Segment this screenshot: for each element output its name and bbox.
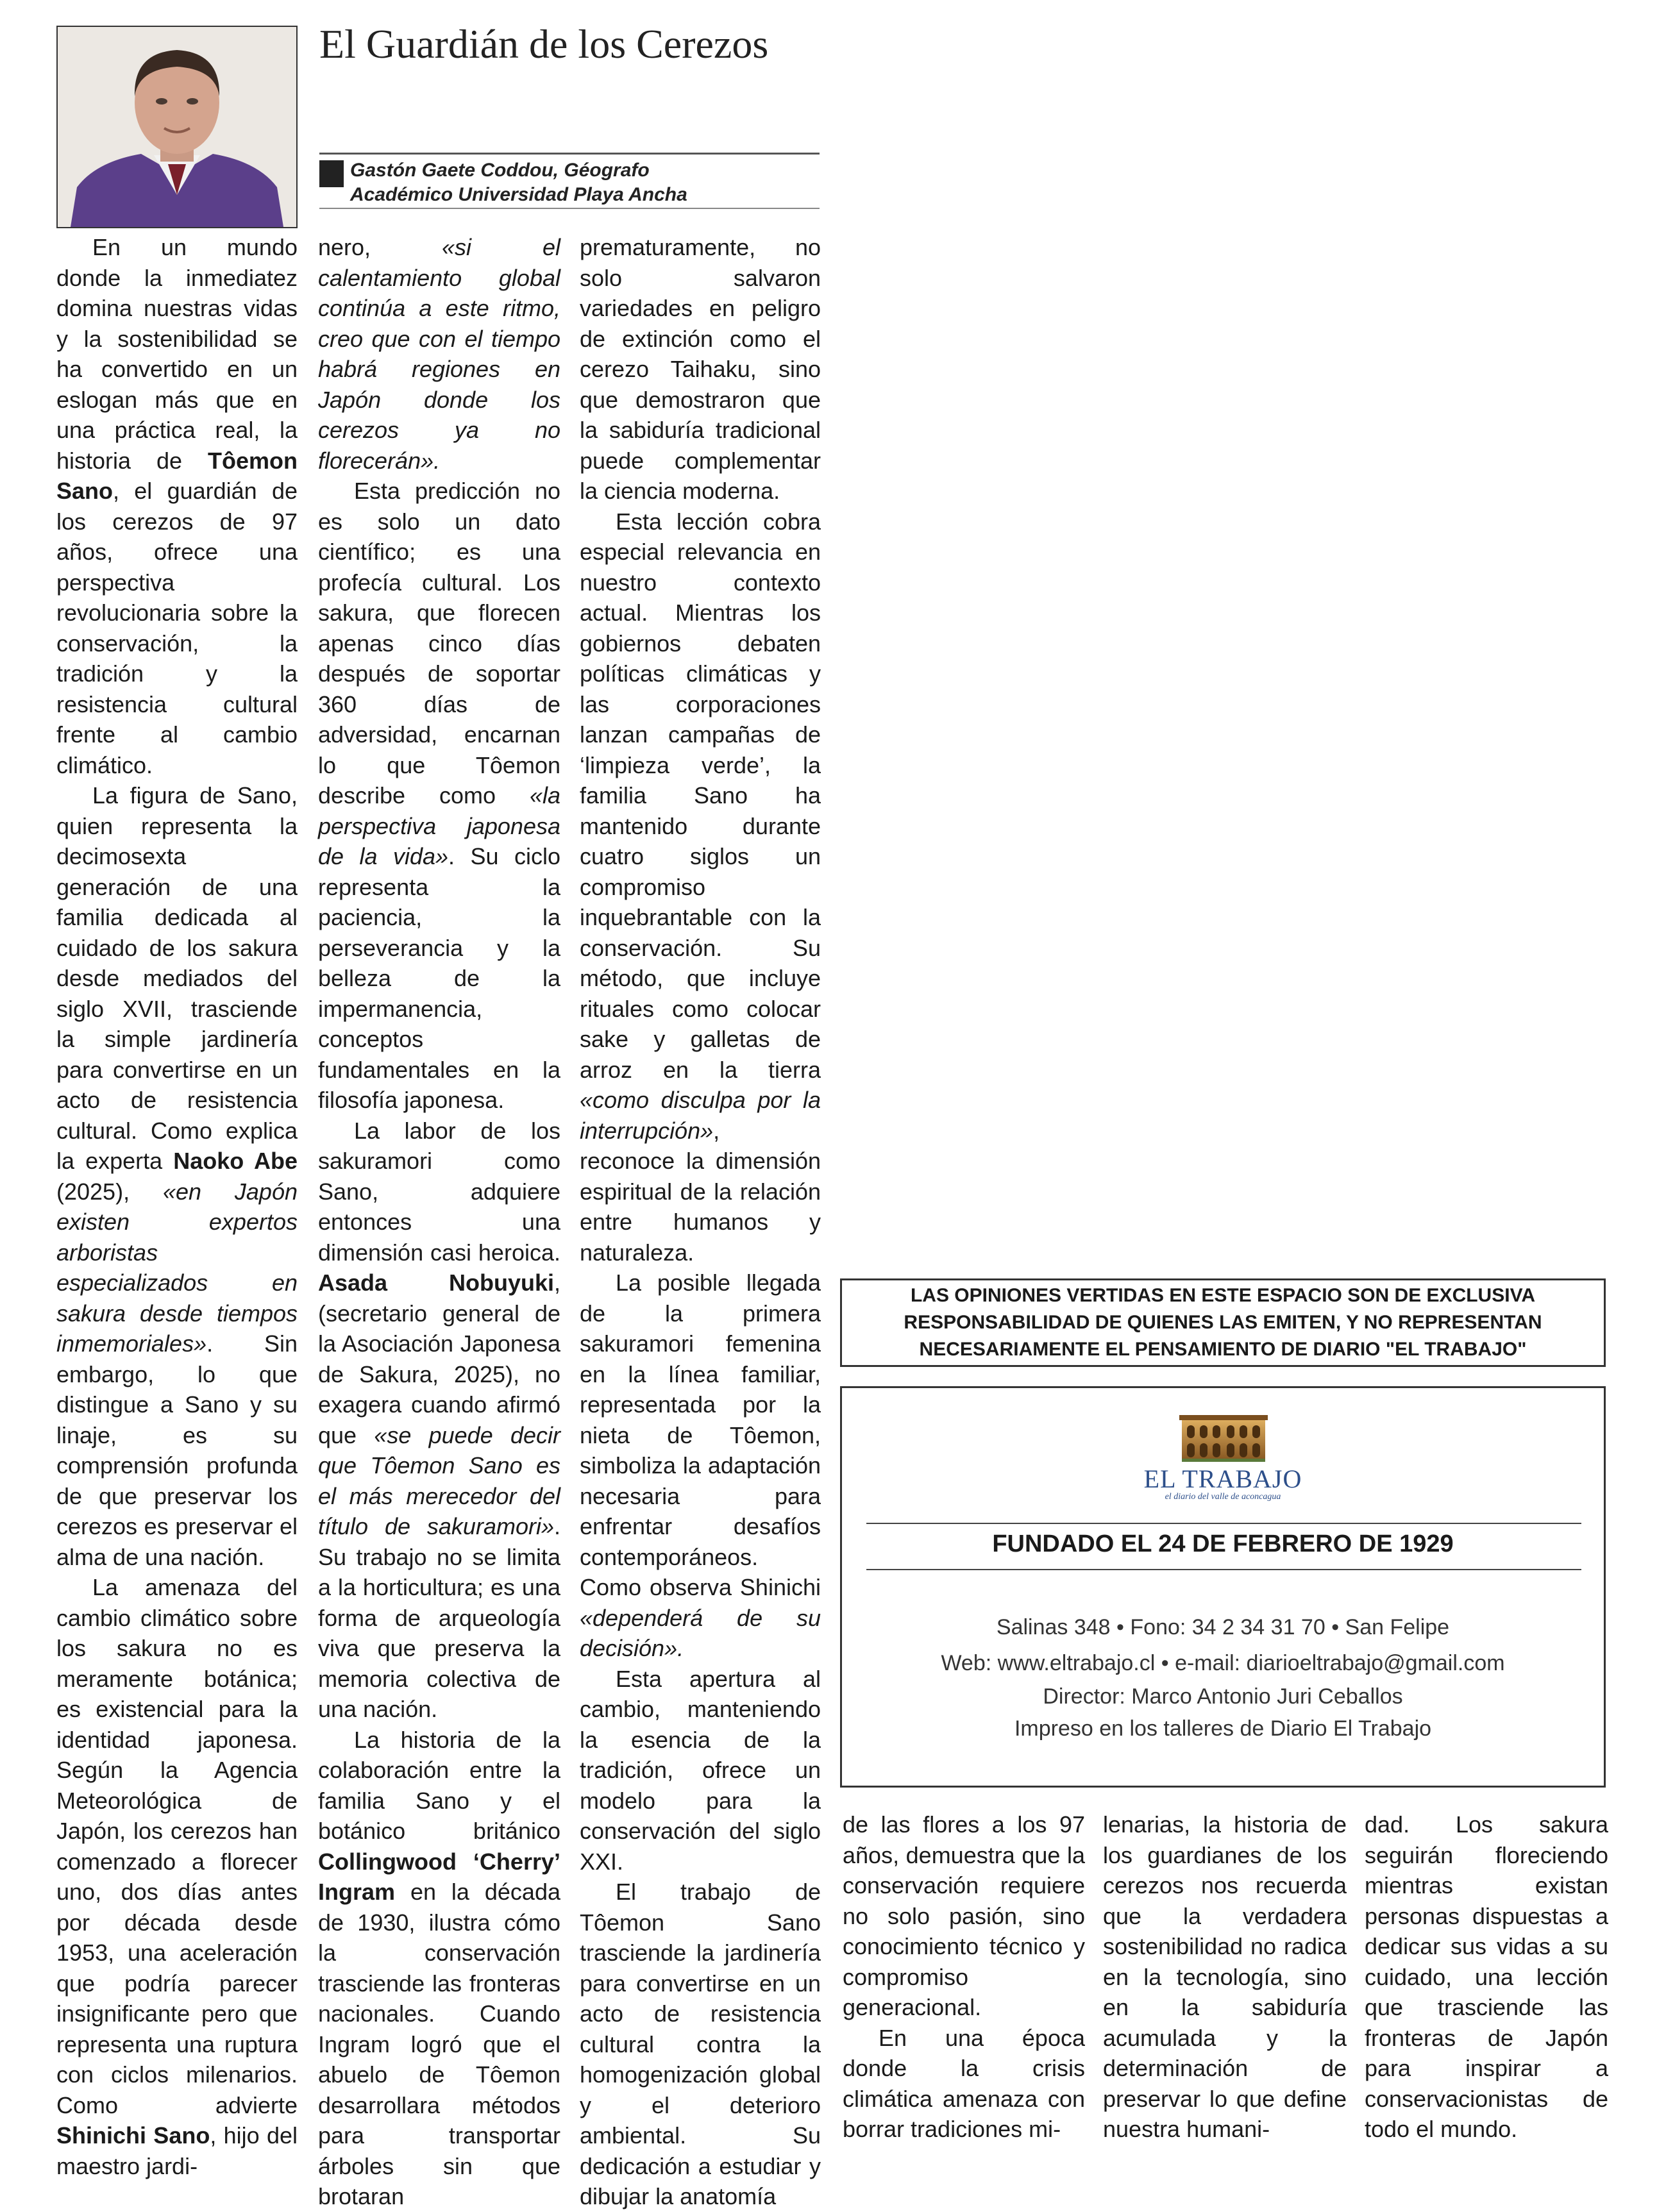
- paragraph: La amenaza del cambio climático sobre los sakura no es meramente botánica; es existencial para la identidad japonesa. Según la Agencia Meteorológica de Japón, los cerezos han comenzado a florecer uno, dos días antes por década desde 1953, una aceleración que podría parecer insignificante pero que representa una ruptura con ciclos milenarios. Como advierte Shinichi Sano, hijo del maestro jardi-: [56, 1574, 298, 2179]
- web-email-line: Web: www.eltrabajo.cl • e-mail: diarioeltrabajo@gmail.com: [941, 1651, 1505, 1675]
- text-column-4: [843, 1809, 1085, 2145]
- paragraph: Esta lección cobra especial relevancia en nuestro contexto actual. Mientras los gobiernos debaten políticas climáticas y las corporaciones lanzan campañas de ‘limpieza verde’, la familia Sano ha mantenido durante cuatro siglos un compromiso inquebrantable con la conservación. Su método, que incluye rituales como colocar sake y galletas de arroz en la tierra «como disculpa por la interrupción», reconoce la dimensión espiritual de la relación entre humanos y naturaleza.: [580, 508, 821, 1266]
- paragraph: En un mundo donde la inmediatez domina nuestras vidas y la sostenibilidad se ha convertido en un eslogan más que en una práctica real, la historia de Tôemon Sano, el guardián de los cerezos de 97 años, ofrece una perspectiva revolucionaria sobre la conservación, la tradición y la resistencia cultural frente al cambio climático.: [56, 234, 298, 778]
- imprint-rule-bottom: [866, 1569, 1581, 1570]
- article-headline: El Guardián de los Cerezos: [319, 21, 769, 67]
- paragraph: La labor de los sakuramori como Sano, adquiere entonces una dimensión casi heroica. Asada Nobuyuki, (secretario general de la Asociación Japonesa de Sakura, 2025), no exagera cuando afirmó que «se puede decir que Tôemon Sano es el más merecedor del título de sakuramori». Su trabajo no se limita a la horticultura; es una forma de arqueología viva que preserva la memoria colectiva de una nación.: [318, 1117, 560, 1722]
- author-name: Gastón Gaete Coddou, Géografo: [350, 160, 650, 181]
- logo-wordmark: EL TRABAJO: [1143, 1464, 1302, 1493]
- paragraph: En una época donde la crisis climática amenaza con borrar tradiciones mi-: [843, 2024, 1085, 2142]
- newspaper-building-logo: [1175, 1406, 1272, 1464]
- opinion-disclaimer: LAS OPINIONES VERTIDAS EN ESTE ESPACIO SON DE EXCLUSIVA RESPONSABILIDAD DE QUIENES LAS EMITEN, Y NO REPRESENTAN NECESARIAMENTE EL PENSAMIENTO DE DIARIO "EL TRABAJO": [840, 1278, 1606, 1367]
- byline-top-rule: [319, 153, 820, 155]
- printer-line: Impreso en los talleres de Diario El Trabajo: [1014, 1716, 1432, 1741]
- paragraph: nero, «si el calentamiento global continúa a este ritmo, creo que con el tiempo habrá regiones en Japón donde los cerezos ya no florecerán».: [318, 234, 561, 474]
- logo-tagline: el diario del valle de aconcagua: [1165, 1492, 1281, 1502]
- paragraph: de las flores a los 97 años, demuestra que la conservación requiere no solo pasión, sino conocimiento técnico y compromiso generacional.: [843, 1811, 1085, 2020]
- text-column-5: [1103, 1809, 1347, 2145]
- paragraph: La figura de Sano, quien representa la decimosexta generación de una familia dedicada al cuidado de los sakura desde mediados del siglo XVII, trasciende la simple jardinería para convertirse en un acto de resistencia cultural. Como explica la experta Naoko Abe (2025), «en Japón existen expertos arboristas especializados en sakura desde tiempos inmemoriales». Sin embargo, lo que distingue a Sano y su linaje, es su comprensión profunda de que preservar los cerezos es preservar el alma de una nación.: [56, 782, 298, 1570]
- byline-bottom-rule: [319, 208, 820, 209]
- founded-date: FUNDADO EL 24 DE FEBRERO DE 1929: [992, 1530, 1454, 1557]
- text-column-6: [1365, 1809, 1608, 2145]
- address-line: Salinas 348 • Fono: 34 2 34 31 70 • San Felipe: [996, 1615, 1450, 1639]
- director-line: Director: Marco Antonio Juri Ceballos: [1043, 1684, 1403, 1709]
- byline: [350, 158, 687, 207]
- text-column-2: [318, 232, 560, 2212]
- paragraph: La posible llegada de la primera sakuramori femenina en la línea familiar, representada por la nieta de Tôemon, simboliza la adaptación necesaria para enfrentar desafíos contemporáneos. Como observa Shinichi «dependerá de su decisión».: [580, 1269, 821, 1661]
- text-column-3: [580, 232, 821, 2212]
- paragraph: prematuramente, no solo salvaron variedades en peligro de extinción como el cerezo Taihaku, sino que demostraron que la sabiduría tradicional puede complementar la ciencia moderna.: [580, 234, 821, 504]
- paragraph: Esta predicción no es solo un dato científico; es una profecía cultural. Los sakura, que florecen apenas cinco días después de soportar 360 días de adversidad, encarnan lo que Tôemon describe como «la perspectiva japonesa de la vida». Su ciclo representa la paciencia, la perseverancia y la belleza de la impermanencia, conceptos fundamentales en la filosofía japonesa.: [318, 478, 560, 1113]
- paragraph: La historia de la colaboración entre la familia Sano y el botánico británico Collingwood ‘Cherry’ Ingram en la década de 1930, ilustra cómo la conservación trasciende las fronteras nacionales. Cuando Ingram logró que el abuelo de Tôemon desarrollara métodos para transportar árboles sin que brotaran: [318, 1726, 560, 2209]
- text-column-1: [56, 232, 298, 2181]
- paragraph: Esta apertura al cambio, manteniendo la esencia de la tradición, ofrece un modelo para la conservación del siglo XXI.: [580, 1665, 821, 1875]
- paragraph: dad. Los sakura seguirán floreciendo mientras existan personas dispuestas a dedicar sus vidas a su cuidado, una lección que trasciende las fronteras de Japón para inspirar a conservacionistas de todo el mundo.: [1365, 1811, 1608, 2142]
- author-affiliation: Académico Universidad Playa Ancha: [350, 184, 687, 205]
- paragraph: lenarias, la historia de los guardianes de los cerezos nos recuerda que la verdadera sostenibilidad no radica en la tecnología, sino en la sabiduría acumulada y la determinación de preservar lo que define nuestra humani-: [1103, 1811, 1347, 2142]
- byline-marker: [319, 160, 344, 187]
- paragraph: El trabajo de Tôemon Sano trasciende la jardinería para convertirse en un acto de resistencia cultural contra la homogenización global y el deterioro ambiental. Su dedicación a estudiar y dibujar la anatomía: [580, 1879, 821, 2209]
- newspaper-imprint-box: [840, 1386, 1606, 1788]
- author-photo: [56, 26, 298, 228]
- imprint-rule-top: [866, 1523, 1581, 1524]
